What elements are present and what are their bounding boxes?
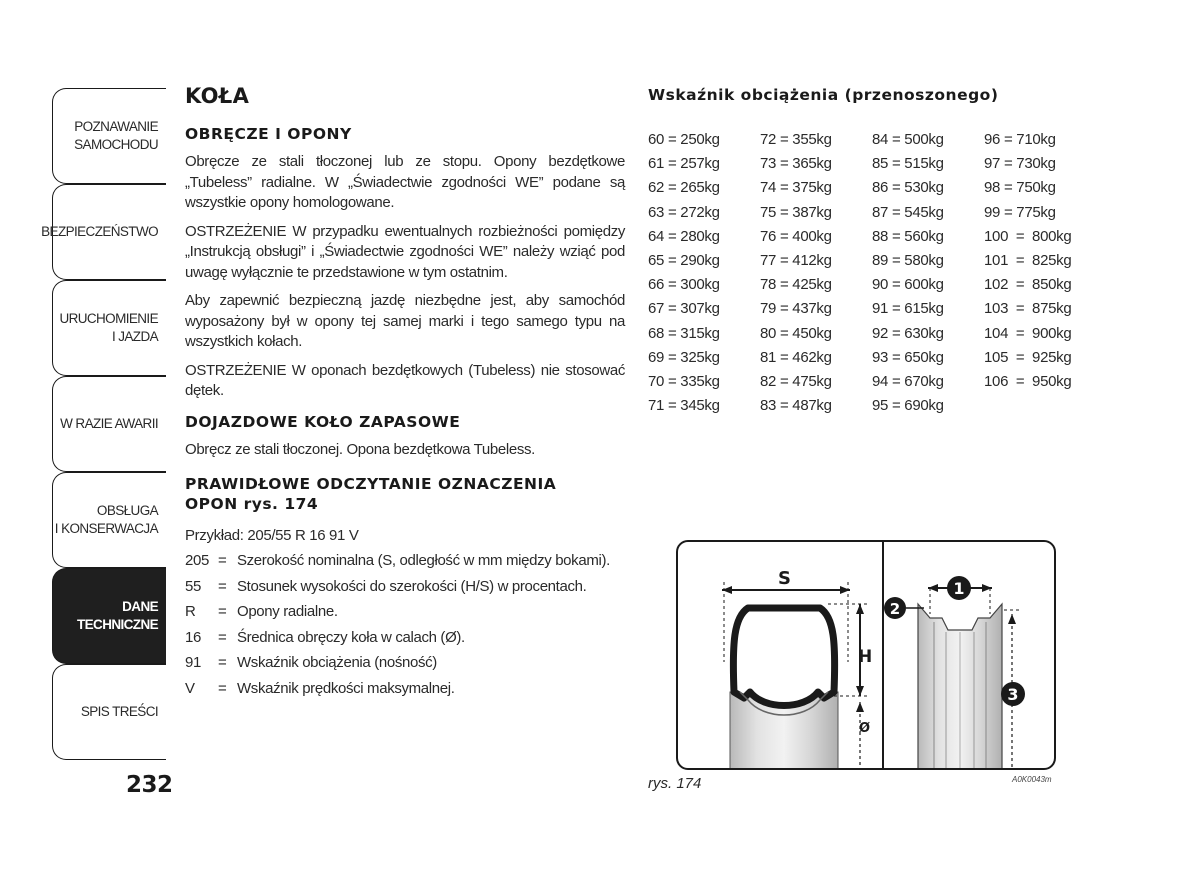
load-index-cell: 94 = 670kg — [872, 372, 944, 390]
load-index-table — [648, 128, 1096, 418]
load-index-cell: 89 = 580kg — [872, 251, 944, 269]
load-index-cell: 71 = 345kg — [648, 397, 720, 415]
load-index-cell: 85 = 515kg — [872, 155, 944, 173]
load-index-cell: 65 = 290kg — [648, 251, 720, 269]
section-heading-rims-tyres: OBRĘCZE I OPONY — [185, 125, 352, 143]
load-index-cell: 76 = 400kg — [760, 227, 832, 245]
load-index-cell: 99 = 775kg — [984, 203, 1056, 221]
load-index-cell: 90 = 600kg — [872, 276, 944, 294]
tab-bezpieczenstwo[interactable]: BEZPIECZEŃSTWO — [52, 184, 166, 280]
callout-3-label: 3 — [1007, 685, 1019, 704]
load-index-cell: 86 = 530kg — [872, 179, 944, 197]
tab-w-razie-awarii[interactable]: W RAZIE AWARII — [52, 376, 166, 472]
load-index-cell: 64 = 280kg — [648, 227, 720, 245]
paragraph: Obręcz ze stali tłoczonej. Opona bezdętkowa Tubeless. — [185, 440, 535, 458]
load-index-cell: 77 = 412kg — [760, 251, 832, 269]
tyre-section — [733, 608, 834, 706]
load-index-cell: 87 = 545kg — [872, 203, 944, 221]
definition-list — [185, 548, 625, 701]
load-index-cell: 98 = 750kg — [984, 179, 1056, 197]
load-index-cell: 63 = 272kg — [648, 203, 720, 221]
tab-uruchomienie-i-jazda[interactable]: URUCHOMIENIE I JAZDA — [52, 280, 166, 376]
load-index-cell: 84 = 500kg — [872, 131, 944, 148]
load-index-cell: 88 = 560kg — [872, 227, 944, 245]
load-index-cell: 102 = 850kg — [984, 276, 1072, 294]
page-number: 232 — [126, 772, 173, 798]
load-index-cell: 82 = 475kg — [760, 372, 832, 390]
load-index-cell: 91 = 615kg — [872, 300, 944, 318]
load-index-cell: 79 = 437kg — [760, 300, 832, 318]
load-index-cell: 83 = 487kg — [760, 397, 832, 415]
load-index-cell: 95 = 690kg — [872, 397, 944, 415]
load-index-cell: 105 = 925kg — [984, 348, 1072, 366]
definition-row: 55 = Stosunek wysokości do szerokości (H/S) w procentach. — [185, 577, 587, 595]
warning-paragraph: OSTRZEŻENIE W przypadku ewentualnych rozbieżności pomiędzy „Instrukcją obsługi” i „Świadectwie zgodności WE” należy wziąć pod uwagę wyłącznie te przedstawione w tym ostatnim. — [185, 222, 625, 281]
callout-2-label: 2 — [889, 600, 901, 618]
load-index-cell: 96 = 710kg — [984, 131, 1056, 148]
load-index-cell: 103 = 875kg — [984, 300, 1072, 318]
load-index-cell: 68 = 315kg — [648, 324, 720, 342]
load-index-cell: 92 = 630kg — [872, 324, 944, 342]
tab-obsluga-i-konserwacja[interactable]: OBSŁUGA I KONSERWACJA — [52, 472, 166, 568]
load-index-cell: 72 = 355kg — [760, 131, 832, 148]
load-index-cell: 93 = 650kg — [872, 348, 944, 366]
load-index-cell: 100 = 800kg — [984, 227, 1072, 245]
load-index-cell: 97 = 730kg — [984, 155, 1056, 173]
paragraph: Obręcze ze stali tłoczonej lub ze stopu. Opony bezdętkowe „Tubeless” radialne. W „Świadectwie zgodności WE” podane są wszystkie opony homologowane. — [185, 153, 625, 212]
callout-1-label: 1 — [953, 579, 965, 598]
paragraph: Aby zapewnić bezpieczną jazdę niezbędne jest, aby samochód wyposażony był w opony tej samej marki i tego samego typu na wszystkich kołach. — [185, 292, 625, 351]
load-index-cell: 60 = 250kg — [648, 131, 720, 148]
load-index-cell: 66 = 300kg — [648, 276, 720, 294]
section-heading-tyre-marking: PRAWIDŁOWE ODCZYTANIE OZNACZENIA OPON rys. 174 — [185, 475, 557, 514]
left-column — [185, 84, 625, 701]
load-index-cell: 61 = 257kg — [648, 155, 720, 173]
warning-paragraph: OSTRZEŻENIE W oponach bezdętkowych (Tubeless) nie stosować dętek. — [185, 361, 625, 400]
definition-row: 205 = Szerokość nominalna (S, odległość w mm między bokami). — [185, 552, 610, 570]
load-index-cell: 104 = 900kg — [984, 324, 1072, 342]
page-title: KOŁA — [185, 84, 250, 108]
load-index-cell: 69 = 325kg — [648, 348, 720, 366]
load-index-cell: 70 = 335kg — [648, 372, 720, 390]
label-diameter: Ø — [859, 721, 871, 736]
tab-spis-tresci[interactable]: SPIS TREŚCI — [52, 664, 166, 760]
definition-row: 16 = Średnica obręczy koła w calach (Ø). — [185, 628, 465, 646]
load-index-cell: 101 = 825kg — [984, 251, 1072, 269]
section-heading-spare-wheel: DOJAZDOWE KOŁO ZAPASOWE — [185, 412, 461, 431]
load-index-cell: 62 = 265kg — [648, 179, 720, 197]
load-index-cell: 78 = 425kg — [760, 276, 832, 294]
load-index-cell: 75 = 387kg — [760, 203, 832, 221]
tab-poznawanie-samochodu[interactable]: POZNAWANIE SAMOCHODU — [52, 88, 166, 184]
definition-row: R = Opony radialne. — [185, 603, 338, 621]
load-index-cell: 80 = 450kg — [760, 324, 832, 342]
load-index-cell: 74 = 375kg — [760, 179, 832, 197]
figure-caption: rys. 174 — [648, 775, 702, 792]
load-index-cell: 106 = 950kg — [984, 372, 1072, 390]
label-h: H — [858, 647, 873, 667]
load-index-heading: Wskaźnik obciążenia (przenoszonego) — [648, 86, 999, 104]
tyre-diagram-svg — [678, 542, 1056, 770]
tab-dane-techniczne[interactable]: DANE TECHNICZNE — [52, 568, 166, 664]
definition-row: 91 = Wskaźnik obciążenia (nośność) — [185, 654, 437, 672]
figure-code: A0K0043m — [1012, 775, 1052, 784]
label-s: S — [778, 568, 791, 589]
load-index-cell: 73 = 365kg — [760, 155, 832, 173]
load-index-cell: 67 = 307kg — [648, 300, 720, 318]
tyre-diagram — [676, 540, 1056, 770]
load-index-cell: 81 = 462kg — [760, 348, 832, 366]
definition-row: V = Wskaźnik prędkości maksymalnej. — [185, 679, 455, 697]
example-line: Przykład: 205/55 R 16 91 V — [185, 526, 359, 544]
